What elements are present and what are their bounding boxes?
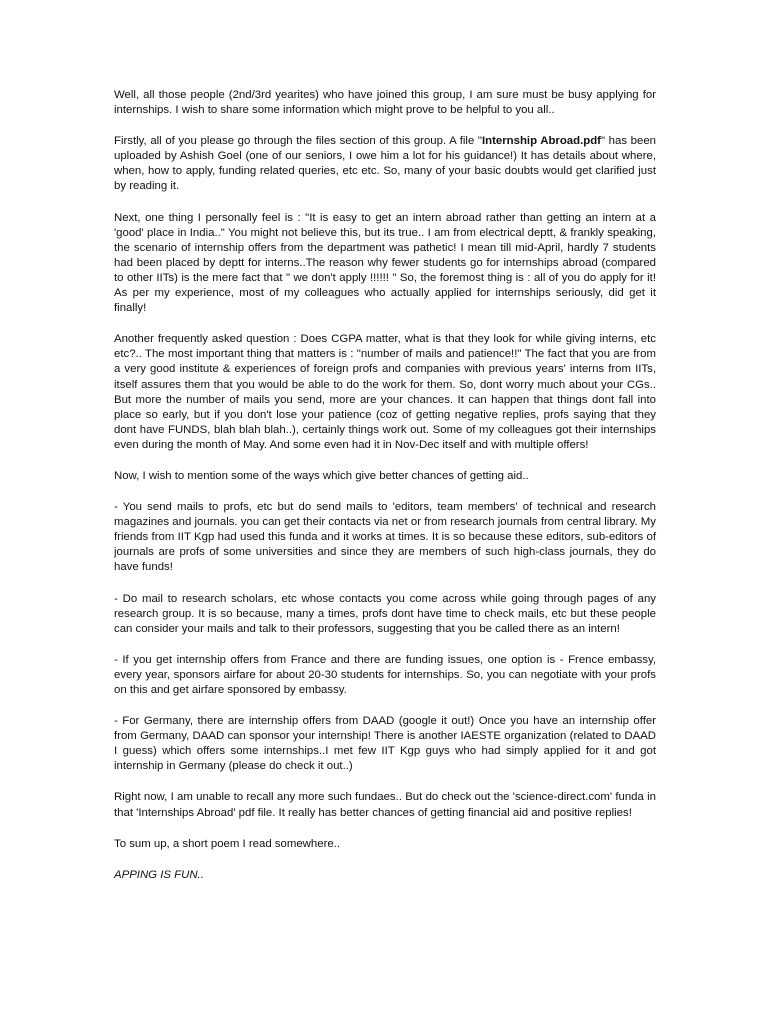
files-paragraph-text-before: Firstly, all of you please go through the files section of this group. A file ": [114, 135, 482, 148]
document-body: [114, 88, 656, 883]
cgpa-question-paragraph: Another frequently asked question : Does CGPA matter, what is that they look for while giving interns, etc etc?.. The most important thing that matters is : "number of mails and patience!!" The fact that you are from a very good institute & experiences of foreign profs and companies with previous years' interns from IITs, itself assures them that you would be able to do the work for them. So, dont worry much about your CGs.. But more the number of mails you send, more are your chances. It can happen that things dont fall into place so early, but if you don't lose your patience (coz of getting negative replies, profs saying that they dont have FUNDS, blah blah blah..), certainly things work out. Some of my colleagues got their internships even during the month of May. And some even had it in Nov-Dec itself and with multiple offers!: [114, 333, 656, 451]
internship-abroad-filename: Internship Abroad.pdf: [481, 135, 601, 148]
research-scholars-tip-paragraph: - Do mail to research scholars, etc whose contacts you come across while going through pages of any research group. It is so because, many a times, profs dont have time to check mails, etc but these people can consider your mails and talk to their professors, suggesting that you be called there as an intern!: [114, 592, 656, 635]
intro-paragraph: Well, all those people (2nd/3rd yearites) who have joined this group, I am sure must be busy applying for internships. I wish to share some information which might prove to be helpful to you all..: [114, 89, 656, 117]
germany-tip-paragraph: - For Germany, there are internship offers from DAAD (google it out!) Once you have an internship offer from Germany, DAAD can sponsor your internship! There is another IAESTE organization (related to DAAD I guess) which offers some internships..I met few IIT Kgp guys who had simply applied for it and got internship in Germany (please do check it out..): [114, 715, 656, 773]
files-section-paragraph: [114, 134, 656, 194]
intern-abroad-paragraph: Next, one thing I personally feel is : "It is easy to get an intern abroad rather than getting an intern at a 'good' place in India.." You might not believe this, but its true.. I am from electrical deptt, & frankly speaking, the scenario of internship offers from the department was pathetic! I mean till mid-April, hardly 7 students had been placed by deptt for interns..The reason why fewer students go for internships abroad (compared to other IITs) is the mere fact that " we don't apply !!!!!! " So, the foremost thing is : all of you do apply for it! As per my experience, most of my colleagues who actually applied for internships seriously, did get it finally!: [114, 211, 656, 315]
files-paragraph-text-after: " has been uploaded by Ashish Goel (one of our seniors, I owe him a lot for his guidance!) It has details about where, when, how to apply, funding related queries, etc etc. So, many of your basic doubts would get clarified just by reading it.: [114, 135, 656, 193]
poem-title: APPING IS FUN..: [114, 868, 204, 881]
poem-intro-paragraph: To sum up, a short poem I read somewhere..: [114, 837, 341, 850]
editors-tip-paragraph: - You send mails to profs, etc but do send mails to 'editors, team members' of technical and research magazines and journals. you can get their contacts via net or from research journals from central library. My friends from IIT Kgp had used this funda and it works at times. It is so because these editors, sub-editors of journals are profs of some universities and since they are members of such high-class journals, they do have funds!: [114, 501, 656, 574]
recall-paragraph: Right now, I am unable to recall any more such fundaes.. But do check out the 'science-direct.com' funda in that 'Internships Abroad' pdf file. It really has better chances of getting financial aid and positive replies!: [114, 791, 656, 819]
france-tip-paragraph: - If you get internship offers from France and there are funding issues, one option is - Frence embassy, every year, sponsors airfare for about 20-30 students for internships. So, you can negotiate with your profs on this and get airfare sponsored by embassy.: [114, 653, 656, 696]
aid-ways-intro-paragraph: Now, I wish to mention some of the ways which give better chances of getting aid..: [114, 469, 529, 482]
